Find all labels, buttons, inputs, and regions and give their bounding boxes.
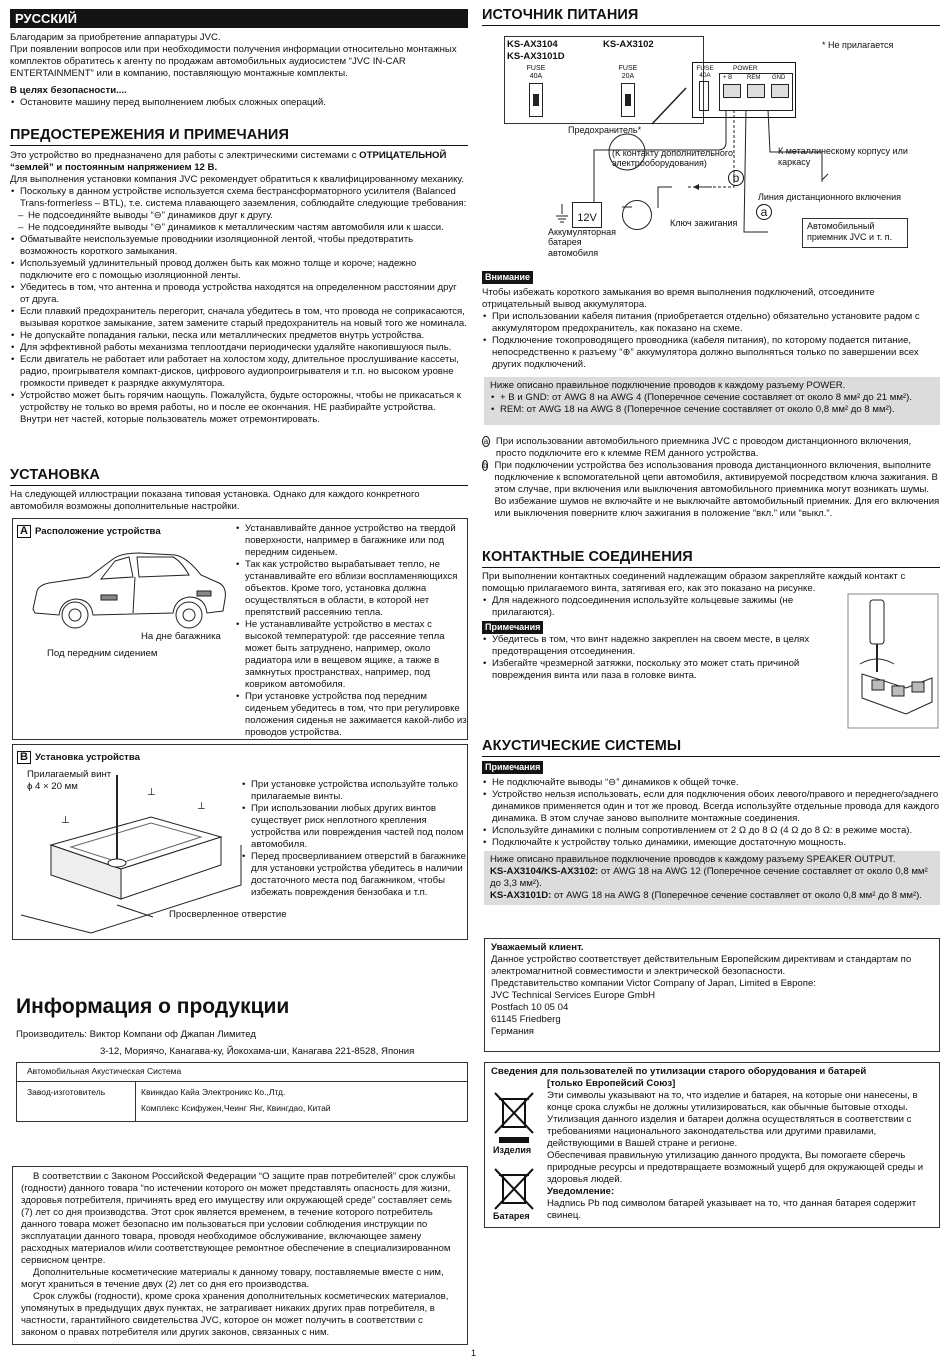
note-a <box>482 436 940 460</box>
factory-label: Завод-изготовитель <box>27 1087 106 1097</box>
label-screw: Прилагаемый винт <box>27 769 112 780</box>
speakers-notes <box>482 777 940 849</box>
caution-tag <box>482 271 533 284</box>
recycling-title: Сведения для пользователей по утилизации старого оборудования и батарей <box>491 1066 867 1077</box>
label-fuse: Предохранитель* <box>568 125 642 135</box>
install-intro: На следующей иллюстрации показана типовая установка. Однако для каждого конкретного автомобиля возможны дополнительные настройки. <box>10 489 420 512</box>
factory-name: Квинкдао Кайа Электроникс Ко.,Лтд. <box>141 1087 286 1097</box>
product-info-title: Информация о продукции <box>16 995 290 1018</box>
product-table <box>16 1062 468 1122</box>
screw-terminal-illustration <box>846 592 940 732</box>
recycling-box <box>484 1062 940 1228</box>
dear-line: 61145 Friedberg <box>491 1013 561 1025</box>
panel-a-item: • Так как устройство вырабатывает тепло, не устанавливайте его вблизи воспламеняющихся объектов. Кроме того, установка должна осуществляться в области, в которой нет препятствий рассеянию тепла. <box>235 559 467 619</box>
icon-label-battery: Батарея <box>493 1211 530 1221</box>
marker-b: b <box>728 170 744 186</box>
label-drilled-hole: Просверленное отверстие <box>169 909 287 920</box>
dear-line: Германия <box>491 1025 535 1037</box>
section-title-install: УСТАНОВКА <box>10 466 468 486</box>
recycling-subtitle: [только Европейсий Союз] <box>547 1078 676 1089</box>
note-b-marker: b <box>483 460 488 470</box>
label-metal-body: К металлическому корпусу или каркасу <box>778 146 908 168</box>
label-remote-line: Линия дистанционного включения <box>758 192 901 202</box>
label-ignition: Ключ зажигания <box>670 218 738 228</box>
contacts-body <box>482 595 834 682</box>
dear-line: Postfach 10 05 04 <box>491 1001 569 1013</box>
precaution-item: • Для эффективной работы механизма теплоотдачи периодически удаляйте накопившуюся пыль. <box>10 342 468 354</box>
note-a-text: При использовании автомобильного приемника JVC с проводом дистанционного включения, просто подключите его к клемме REM данного устройства. <box>495 436 912 459</box>
precaution-item: • Если двигатель не работает или работает на холостом ходу, длительное прослушивание кассеты, радио, проигрывателя компакт-дисков, цифрового аудиопроигрывателя и т.п. но высоком уровне громкости приведет к разрядке аккумулятора. <box>10 354 468 390</box>
fuse-text: FUSE <box>526 65 546 72</box>
install-mount-panel <box>12 744 468 940</box>
spec-item: • REM: от AWG 18 на AWG 8 (Поперечное сечение составляет от около 0,8 мм² до 8 мм²). <box>490 404 934 416</box>
model-name: KS-AX3101D <box>507 51 565 62</box>
precaution-item: • Обматывайте неиспользуемые проводники изоляционной лентой, чтобы предотвратить возможность короткого замыкания. <box>10 234 468 258</box>
spec-model: KS-AX3101D: <box>490 889 552 901</box>
law-paragraph: Дополнительные косметические материалы к данному товару, поставляемые вместе с ним, могут храниться в течение двух (2) лет со дня его производства. <box>21 1266 444 1290</box>
speakers-note: • Подключайте к устройству только динамики, имеющие достаточную мощность. <box>482 837 940 849</box>
section-title-precautions: ПРЕДОСТЕРЕЖЕНИЯ И ПРИМЕЧАНИЯ <box>10 126 468 146</box>
contacts-notes-tag <box>482 621 834 634</box>
panel-b-item: • Перед просверливанием отверстий в багажнике для установки устройства убедитесь в наличии достаточного места под багажником, чтобы избежать повреждения бензобака и т.п. <box>241 851 467 899</box>
install-location-panel <box>12 518 468 740</box>
power-wiring-diagram <box>482 32 940 264</box>
icon-label-product: Изделия <box>493 1145 532 1155</box>
terminal-rem: REM <box>747 75 761 81</box>
label-acc-contact: (К контакту дополнительного электрооборудования) <box>612 148 733 169</box>
label-trunk: На дне багажника <box>141 631 221 642</box>
spec-text: от AWG 18 на AWG 12 (Поперечное сечение составляет от около 0,8 мм² до 3,3 мм²). <box>490 865 928 889</box>
panel-b-header <box>17 751 140 764</box>
speakers-note: • Используйте динамики с полным сопротивлением от 2 Ω до 8 Ω (4 Ω до 8 Ω: в режиме моста). <box>482 825 940 837</box>
note-a-marker: a <box>483 437 489 446</box>
law-paragraph: Срок службы (годности), кроме срока хранения дополнительных косметических материалов, упомянутых в предыдущих двух пунктах, не затрагивает никаких других прав потребителя, в частности, гарантийного свидетельства JVC, которое он может получить в соответствии с законом о правах потребителя или других законов, связанных с ним. <box>21 1290 449 1338</box>
panel-a-header <box>17 525 161 538</box>
precautions-p1 <box>10 150 468 174</box>
safety-item: • Остановите машину перед выполнением любых сложных операций. <box>10 97 468 109</box>
panel-a-item: • Не устанавливайте устройство в местах с высокой температурой: где рассеяние тепла может быть затруднено, например, около радиатора или в вещевом ящике, а также в замкнутых пространствах, например, под ковриком автомобиля. <box>235 619 467 691</box>
panel-b-item: • При использовании любых других винтов существует риск неплотного крепления устройства или повреждения частей под полом автомобиля. <box>241 803 467 851</box>
notes-tag-label: Примечания <box>482 761 543 774</box>
caution-text: Чтобы избежать короткого замыкания во время выполнения подключений, отсоедините отрицательный вывод аккумулятора. <box>482 287 875 310</box>
panel-a-title: Расположение устройства <box>35 526 161 537</box>
spec-row <box>490 866 934 890</box>
terminal-b: + B <box>723 75 733 81</box>
label-under-seat: Под передним сидением <box>47 648 158 659</box>
recycling-text <box>547 1090 935 1222</box>
recycling-para: Обеспечивая правильную утилизацию данного продукта, Вы помогаете сберечь природные ресурсы и предотвращаете возможный ущерб для окружающей среды и здоровья людей. <box>547 1149 924 1185</box>
panel-b-list <box>241 779 467 899</box>
russian-intro <box>10 32 468 109</box>
dear-customer-box <box>484 938 940 1052</box>
page-number: 1 <box>471 1348 477 1358</box>
fuse-rating: 20A <box>621 72 635 80</box>
panel-b-item: • При установке устройства используйте только прилагаемые винты. <box>241 779 467 803</box>
crossed-bin-icon <box>493 1091 537 1147</box>
precaution-item: • Поскольку в данном устройстве используется схема бестрансформаторного усилителя (Balanced Trans-formerless – BTL), т.е. система плавающего заземления, соблюдайте следующие требования: <box>10 186 468 210</box>
note-b <box>482 460 940 520</box>
svg-text:⊥: ⊥ <box>147 787 156 798</box>
fuse-rating: 40A <box>529 72 543 80</box>
dear-line: Представительство компании Victor Company of Japan, Limited в Европе: <box>491 977 816 989</box>
panel-a-item: • При установке устройства под передним сиденьем убедитесь в том, что при регулировке положения сиденья не зажимается какой-либо из проводов устройства. <box>235 691 467 739</box>
battery-icon <box>572 202 602 228</box>
recycling-para: Эти символы указывают на то, что изделие и батарея, на которые они нанесены, в конце срока службы не должны утилизироваться, как обычные бытовые отходы. Утилизация данного изделия и батареи должна осуществляться в соответствии с требованиями национального законодательства или другими правилами, действующими в Вашей стране и регионе. <box>547 1090 918 1149</box>
contacts-note: • Убедитесь в том, что винт надежно закреплен на своем месте, в целях предотвращения отсоединения. <box>482 634 834 658</box>
power-notes <box>482 436 940 520</box>
model-name: KS-AX3102 <box>603 39 654 50</box>
label-screw-size: ϕ 4 × 20 мм <box>27 781 78 792</box>
notes-tag-label: Примечания <box>482 621 543 634</box>
safety-title: В целях безопасности.... <box>10 84 127 96</box>
spec-item: • + B и GND: от AWG 8 на AWG 4 (Поперечное сечение составляет от около 8 мм² до 21 мм²). <box>490 392 934 404</box>
caution-tag-label: Внимание <box>482 271 533 284</box>
fuse-rating: 40A <box>699 72 711 80</box>
spec-text: от AWG 18 на AWG 8 (Поперечное сечение составляет от около 0,8 мм² до 8 мм²). <box>551 889 922 901</box>
fuse-text: FUSE <box>618 65 638 72</box>
panel-a-list <box>235 523 467 739</box>
terminal-gnd: GND <box>772 75 786 81</box>
precaution-item: • Убедитесь в том, что антенна и провода устройства находятся на определенном расстоянии друг от друга. <box>10 282 468 306</box>
dear-title: Уважаемый клиент. <box>491 942 584 953</box>
panel-a-item: • Устанавливайте данное устройство на твердой поверхности, например в багажнике или под передним сиденьем. <box>235 523 467 559</box>
p1-bold: ОТРИЦАТЕЛЬНОЙ “землей” и постоянным напряжением 12 В. <box>10 150 447 173</box>
product-manufacturer: Производитель: Виктор Компани оф Джапан Лимитед <box>16 1029 256 1040</box>
speakers-note: • Устройство нельзя использовать, если для подключения обоих левого/правого и переднего/заднего динамиков применяется один и тот же провод. Всегда используйте отдельные провода для каждого динамика. В этом случае заново выполните монтажные соединения. <box>482 789 940 825</box>
section-title-contacts: КОНТАКТНЫЕ СОЕДИНЕНИЯ <box>482 548 940 568</box>
precautions-body <box>10 150 468 426</box>
section-title-russian: РУССКИЙ <box>10 9 468 28</box>
panel-a-letter: A <box>17 525 31 538</box>
precautions-p2: Для выполнения установки компания JVC рекомендует обратиться к квалифицированному механику. <box>10 173 464 185</box>
marker-a: a <box>756 204 772 220</box>
ignition-key-icon <box>622 200 652 230</box>
speakers-note: • Не подключайте выводы “⊖” динамиков к общей точке. <box>482 777 940 789</box>
section-title-power: ИСТОЧНИК ПИТАНИЯ <box>482 6 940 26</box>
not-supplied-note: * Не прилагается <box>822 40 894 50</box>
panel-b-title: Установка устройства <box>35 752 140 763</box>
dear-line: JVC Technical Services Europe GmbH <box>491 989 656 1001</box>
spec-head: Ниже описано правильное подключение проводов к каждому разъему POWER. <box>490 380 846 391</box>
caution-item: • При использовании кабеля питания (приобретается отдельно) обязательно установите радом с аккумулятором предохранитель, как показано на схеме. <box>482 311 940 335</box>
spec-model: KS-AX3104/KS-AX3102: <box>490 865 599 877</box>
section-title-speakers: АКУСТИЧЕСКИЕ СИСТЕМЫ <box>482 737 940 757</box>
precaution-subitem: – Не подсоединяйте выводы “⊖” динамиков к металлическим частям автомобиля или к шасси. <box>10 222 468 234</box>
intro-line: При появлении вопросов или при необходимости получения информации относительно монтажных комплектов обратитесь к агенту по продажам автомобильных аудиосистем “JVC IN-CAR ENTERTAINMENT” или в компанию, поставляющую монтажные комплекты. <box>10 43 457 79</box>
product-type: Автомобильная Акустическая Система <box>27 1066 182 1076</box>
precaution-item: • Если плавкий предохранитель перегорит, сначала убедитесь в том, что провода не соприкасаются, вызывая короткое замыкание, затем замените старый предохранитель на новый того же номинала. <box>10 306 468 330</box>
caution-body <box>482 287 940 371</box>
panel-b-letter: B <box>17 751 31 764</box>
p1-text: Это устройство во предназначено для работы с электрическими системами с <box>10 150 360 161</box>
precaution-item: • Устройство может быть горячим наощупь. Пожалуйста, будьте осторожны, чтобы не прикасаться к устройству не только во время работы, но и после ее окончания. НЕ разбирайте устройства. Внутри нет частей, которые пользователь может отремонтировать. <box>10 390 468 426</box>
speakers-notes-tag <box>482 761 543 774</box>
svg-text:⊥: ⊥ <box>197 801 206 812</box>
notice-title: Уведомление: <box>547 1185 615 1197</box>
intro-line: Благодарим за приобретение аппаратуры JVC. <box>10 32 221 43</box>
law-paragraph: В соответствии с Законом Российской Федерации “О защите прав потребителей” срок службы (годности) данного товара “по истечении которого он может представлять опасность для жизни, здоровья потребителя, причинять вред его имуществу или окружающей среде” составляет семь (7) лет со дня производства. Этот срок является временем, в течение которого потребитель данного товара может безопасно им пользоваться при условии соблюдения инструкции по эксплуатации данного товара, проводя необходимое обслуживание, включающее замену расходных материалов и/или соответствующее ремонтное обеспечение в специализированном сервисном центре. <box>21 1171 456 1266</box>
receiver-box: Автомобильный приемник JVC и т. п. <box>802 218 908 248</box>
car-illustration <box>29 547 229 637</box>
contacts-item: • Для надежного подсоединения используйте кольцевые зажимы (не прилагаются). <box>482 595 834 619</box>
caution-item: • Подключение токопроводящего проводника (кабеля питания), по которому подается питание, непосредственно к разъему “⊕” аккумулятора должно выполняться только по завершении всех других подключений. <box>482 335 940 371</box>
factory-address: Комплекс Ксифужен,Чеинг Янг, Квингдао, Китай <box>141 1103 331 1113</box>
label-battery: Аккумуляторная батарея автомобиля <box>548 227 616 258</box>
spec-row <box>490 890 934 902</box>
spec-head: Ниже описано правильное подключение проводов к каждому разъему SPEAKER OUTPUT. <box>490 854 896 865</box>
note-b-text: При подключении устройства без использования провода дистанционного включения, выполните подключение к вспомогательной цепи автомобиля, активируемой посредством ключа зажигания. В этом случае, при включения или выключения автомобильного приемника могут возникать шумы. Во избежание шумов не включайте и не выключайте автомобильный приемник. Для его включения или выключения поверните ключ зажигания в положение “вкл.” или “выкл.”. <box>494 459 940 519</box>
power-wiring-spec <box>484 377 940 425</box>
precaution-item: • Используемый удлинительный провод должен быть как можно толще и короче; надежно подключите его с помощью изоляционной ленты. <box>10 258 468 282</box>
contacts-intro: При выполнении контактных соединений надлежащим образом закрепляйте каждый контакт с помощью прилагаемого винта, затягивая его, как это показано на рисунке. <box>482 571 906 594</box>
dear-line: Данное устройство соответствует действительным Европейским директивам и стандартам по электромагнитной совместимости и электрической безопасности. <box>491 953 912 977</box>
precaution-subitem: – Не подсоединяйте выводы “⊖” динамиков друг к другу. <box>10 210 468 222</box>
product-address: 3-12, Мориячо, Канагава-ку, Йокохама-ши, Канагава 221-8528, Япония <box>100 1046 415 1057</box>
contacts-note: • Избегайте чрезмерной затяжки, поскольку это может стать причиной повреждения винта или паза в головке винта. <box>482 658 834 682</box>
speaker-wiring-spec <box>484 851 940 905</box>
svg-text:⊥: ⊥ <box>61 815 70 826</box>
crossed-bin-battery-icon <box>493 1167 537 1211</box>
fuse-text: FUSE <box>696 65 714 72</box>
model-name: KS-AX3104 <box>507 39 558 50</box>
notice-text: Надпись Pb под символом батарей указывает на то, что данная батарея содержит свинец. <box>547 1197 917 1221</box>
battery-voltage: 12V <box>577 212 597 224</box>
consumer-law-box <box>12 1166 468 1345</box>
power-label: POWER <box>733 65 758 72</box>
precaution-item: • Не допускайте попадания гальки, песка или металлических предметов внутрь устройства. <box>10 330 468 342</box>
